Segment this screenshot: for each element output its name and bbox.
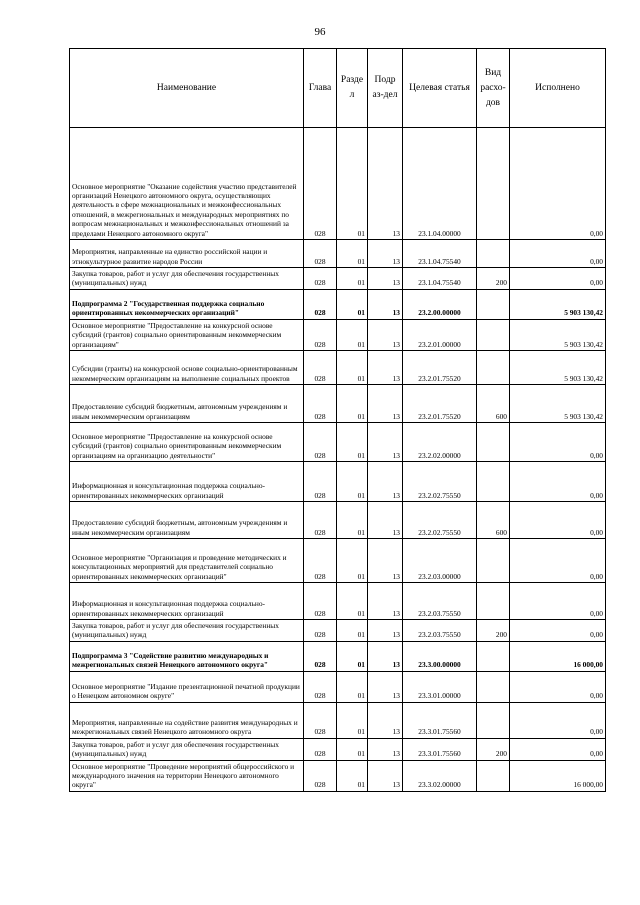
table-row xyxy=(70,268,606,290)
cell-target: 23.1.04.00000 xyxy=(403,128,477,240)
cell-name: Закупка товаров, работ и услуг для обеспечения государственных (муниципальных) нужд xyxy=(70,268,304,290)
cell-target: 23.2.01.00000 xyxy=(403,319,477,350)
cell-glava: 028 xyxy=(304,289,337,319)
cell-name: Мероприятия, направленные на единство российской нации и этнокультурное развитие народов России xyxy=(70,240,304,268)
cell-done: 0,00 xyxy=(510,702,606,738)
cell-name: Закупка товаров, работ и услуг для обеспечения государственных (муниципальных) нужд xyxy=(70,620,304,642)
cell-glava: 028 xyxy=(304,641,337,671)
cell-name: Закупка товаров, работ и услуг для обеспечения государственных (муниципальных) нужд xyxy=(70,738,304,760)
header-name: Наименование xyxy=(70,49,304,128)
cell-name: Мероприятия, направленные на содействие развития международных и межрегиональных связей Ненецкого автономного округа xyxy=(70,702,304,738)
cell-podrazdel: 13 xyxy=(368,641,403,671)
cell-target: 23.2.03.75550 xyxy=(403,620,477,642)
table-row xyxy=(70,702,606,738)
cell-name: Подпрограмма 2 "Государственная поддержка социально ориентированных некоммерческих организаций" xyxy=(70,289,304,319)
cell-razdel: 01 xyxy=(337,539,368,583)
budget-table xyxy=(69,48,606,792)
cell-done: 0,00 xyxy=(510,583,606,620)
cell-vid: 600 xyxy=(477,502,510,539)
cell-podrazdel: 13 xyxy=(368,760,403,791)
cell-podrazdel: 13 xyxy=(368,240,403,268)
cell-razdel: 01 xyxy=(337,620,368,642)
cell-done: 5 903 130,42 xyxy=(510,385,606,423)
cell-podrazdel: 13 xyxy=(368,289,403,319)
cell-target: 23.3.02.00000 xyxy=(403,760,477,791)
cell-target: 23.3.00.00000 xyxy=(403,641,477,671)
table-row xyxy=(70,502,606,539)
cell-vid xyxy=(477,289,510,319)
table-row xyxy=(70,738,606,760)
table-row xyxy=(70,351,606,385)
table-body xyxy=(70,128,606,792)
cell-name: Основное мероприятие "Предоставление на конкурсной основе субсидий (грантов) социально ориентированным некоммерческим организациям" xyxy=(70,319,304,350)
cell-done: 0,00 xyxy=(510,539,606,583)
cell-done: 0,00 xyxy=(510,268,606,290)
cell-target: 23.1.04.75540 xyxy=(403,268,477,290)
cell-target: 23.3.01.75560 xyxy=(403,702,477,738)
cell-glava: 028 xyxy=(304,268,337,290)
cell-vid xyxy=(477,760,510,791)
cell-target: 23.1.04.75540 xyxy=(403,240,477,268)
cell-done: 0,00 xyxy=(510,620,606,642)
table-row xyxy=(70,641,606,671)
cell-podrazdel: 13 xyxy=(368,385,403,423)
cell-razdel: 01 xyxy=(337,760,368,791)
cell-razdel: 01 xyxy=(337,641,368,671)
cell-vid xyxy=(477,583,510,620)
cell-name: Субсидии (гранты) на конкурсной основе социально-ориентированным некоммерческим организациям на выполнение социальных проектов xyxy=(70,351,304,385)
cell-podrazdel: 13 xyxy=(368,128,403,240)
cell-podrazdel: 13 xyxy=(368,502,403,539)
cell-glava: 028 xyxy=(304,319,337,350)
cell-razdel: 01 xyxy=(337,502,368,539)
cell-glava: 028 xyxy=(304,423,337,462)
cell-glava: 028 xyxy=(304,351,337,385)
cell-done: 0,00 xyxy=(510,423,606,462)
cell-podrazdel: 13 xyxy=(368,423,403,462)
cell-vid: 200 xyxy=(477,620,510,642)
cell-vid xyxy=(477,671,510,702)
cell-glava: 028 xyxy=(304,702,337,738)
header-razdel: Разде л xyxy=(337,49,368,128)
cell-target: 23.3.01.75560 xyxy=(403,738,477,760)
header-glava: Глава xyxy=(304,49,337,128)
cell-podrazdel: 13 xyxy=(368,702,403,738)
cell-podrazdel: 13 xyxy=(368,462,403,502)
table-row xyxy=(70,385,606,423)
table-header-row xyxy=(70,49,606,128)
cell-vid xyxy=(477,539,510,583)
cell-name: Основное мероприятие "Проведение мероприятий общероссийского и международного значения на территории Ненецкого автономного округа" xyxy=(70,760,304,791)
cell-name: Информационная и консультационная поддержка социально-ориентированных некоммерческих организаций xyxy=(70,462,304,502)
page-number: 96 xyxy=(314,26,326,38)
cell-glava: 028 xyxy=(304,760,337,791)
cell-razdel: 01 xyxy=(337,128,368,240)
cell-name: Основное мероприятие "Организация и проведение методических и консультационных мероприятий для представителей социально ориентированных некоммерческих организаций" xyxy=(70,539,304,583)
table-row xyxy=(70,760,606,791)
cell-razdel: 01 xyxy=(337,385,368,423)
cell-podrazdel: 13 xyxy=(368,620,403,642)
cell-vid: 200 xyxy=(477,268,510,290)
cell-name: Предоставление субсидий бюджетным, автономным учреждениям и иным некоммерческим организациям xyxy=(70,385,304,423)
table-row xyxy=(70,539,606,583)
cell-glava: 028 xyxy=(304,240,337,268)
cell-vid xyxy=(477,319,510,350)
cell-vid: 200 xyxy=(477,738,510,760)
header-podrazdel: Подр аз-дел xyxy=(368,49,403,128)
cell-glava: 028 xyxy=(304,502,337,539)
cell-glava: 028 xyxy=(304,583,337,620)
cell-name: Основное мероприятие "Предоставление на конкурсной основе субсидий (грантов) социально ориентированным некоммерческим организациям на организацию деятельности" xyxy=(70,423,304,462)
cell-glava: 028 xyxy=(304,385,337,423)
cell-podrazdel: 13 xyxy=(368,268,403,290)
cell-vid xyxy=(477,351,510,385)
cell-target: 23.2.02.75550 xyxy=(403,462,477,502)
cell-done: 16 000,00 xyxy=(510,641,606,671)
table-row xyxy=(70,289,606,319)
table-row xyxy=(70,423,606,462)
cell-vid xyxy=(477,702,510,738)
cell-vid xyxy=(477,423,510,462)
header-vid: Вид расхо-дов xyxy=(477,49,510,128)
cell-vid xyxy=(477,641,510,671)
table-row xyxy=(70,319,606,350)
cell-done: 0,00 xyxy=(510,738,606,760)
table-row xyxy=(70,583,606,620)
cell-target: 23.2.01.75520 xyxy=(403,351,477,385)
table-row xyxy=(70,620,606,642)
table-row xyxy=(70,671,606,702)
cell-target: 23.2.00.00000 xyxy=(403,289,477,319)
cell-podrazdel: 13 xyxy=(368,351,403,385)
cell-glava: 028 xyxy=(304,462,337,502)
cell-target: 23.3.01.00000 xyxy=(403,671,477,702)
cell-razdel: 01 xyxy=(337,671,368,702)
cell-glava: 028 xyxy=(304,620,337,642)
cell-name: Подпрограмма 3 "Содействие развитию международных и межрегиональных связей Ненецкого автономного округа" xyxy=(70,641,304,671)
cell-razdel: 01 xyxy=(337,268,368,290)
cell-vid: 600 xyxy=(477,385,510,423)
cell-razdel: 01 xyxy=(337,702,368,738)
cell-podrazdel: 13 xyxy=(368,671,403,702)
cell-razdel: 01 xyxy=(337,319,368,350)
cell-razdel: 01 xyxy=(337,351,368,385)
cell-name: Основное мероприятие "Оказание содействия участию представителей организаций Ненецкого автономного округа, осуществляющих деятельность в сфере межнациональных и межконфессиональных отношений, в межрегиональных и международных мероприятиях по вопросам межнациональных и межконфессиональных отношений за пределами Ненецкого автономного округа" xyxy=(70,128,304,240)
cell-razdel: 01 xyxy=(337,289,368,319)
cell-target: 23.2.03.75550 xyxy=(403,583,477,620)
cell-target: 23.2.02.75550 xyxy=(403,502,477,539)
cell-razdel: 01 xyxy=(337,240,368,268)
cell-name: Информационная и консультационная поддержка социально-ориентированных некоммерческих организаций xyxy=(70,583,304,620)
header-target: Целевая статья xyxy=(403,49,477,128)
cell-target: 23.2.02.00000 xyxy=(403,423,477,462)
table-row xyxy=(70,462,606,502)
cell-glava: 028 xyxy=(304,671,337,702)
cell-razdel: 01 xyxy=(337,423,368,462)
cell-razdel: 01 xyxy=(337,583,368,620)
cell-razdel: 01 xyxy=(337,738,368,760)
cell-done: 16 000,00 xyxy=(510,760,606,791)
cell-podrazdel: 13 xyxy=(368,583,403,620)
cell-target: 23.2.01.75520 xyxy=(403,385,477,423)
header-done: Исполнено xyxy=(510,49,606,128)
table-row xyxy=(70,240,606,268)
cell-vid xyxy=(477,462,510,502)
cell-vid xyxy=(477,240,510,268)
cell-done: 0,00 xyxy=(510,128,606,240)
cell-podrazdel: 13 xyxy=(368,539,403,583)
cell-podrazdel: 13 xyxy=(368,738,403,760)
cell-done: 5 903 130,42 xyxy=(510,289,606,319)
cell-done: 0,00 xyxy=(510,671,606,702)
cell-done: 5 903 130,42 xyxy=(510,351,606,385)
cell-done: 0,00 xyxy=(510,462,606,502)
cell-done: 0,00 xyxy=(510,502,606,539)
cell-glava: 028 xyxy=(304,738,337,760)
cell-razdel: 01 xyxy=(337,462,368,502)
cell-done: 0,00 xyxy=(510,240,606,268)
cell-glava: 028 xyxy=(304,128,337,240)
cell-vid xyxy=(477,128,510,240)
table-row xyxy=(70,128,606,240)
cell-podrazdel: 13 xyxy=(368,319,403,350)
cell-name: Основное мероприятие "Издание презентационной печатной продукции о Ненецком автономном округе" xyxy=(70,671,304,702)
cell-target: 23.2.03.00000 xyxy=(403,539,477,583)
cell-glava: 028 xyxy=(304,539,337,583)
cell-done: 5 903 130,42 xyxy=(510,319,606,350)
cell-name: Предоставление субсидий бюджетным, автономным учреждениям и иным некоммерческим организациям xyxy=(70,502,304,539)
